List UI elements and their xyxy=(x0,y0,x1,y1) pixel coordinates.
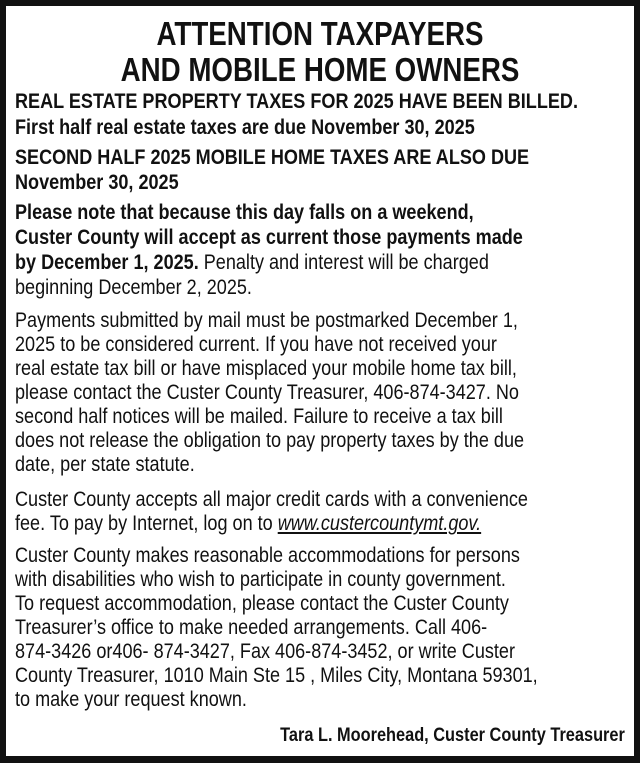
accommodation-line: Custer County makes reasonable accommodations for persons xyxy=(15,544,520,567)
weekend-note-1: Please note that because this day falls on a weekend, xyxy=(15,201,474,224)
credit-card-line-1: Custer County accepts all major credit cards with a convenience xyxy=(15,488,528,511)
headline-line-1: ATTENTION TAXPAYERS xyxy=(156,15,484,52)
mail-para-line: please contact the Custer County Treasurer, 406-874-3427. No xyxy=(15,381,519,404)
weekend-note-2: Custer County will accept as current those payments made xyxy=(15,226,523,249)
accommodation-line: to make your request known. xyxy=(15,688,247,711)
mail-para-line: 2025 to be considered current. If you have not received your xyxy=(15,333,497,356)
mobile-home-notice: SECOND HALF 2025 MOBILE HOME TAXES ARE ALSO DUE xyxy=(15,146,530,169)
credit-card-line-2 xyxy=(15,512,481,536)
deadline-date: by December 1, 2025. xyxy=(15,251,199,274)
accommodation-line: To request accommodation, please contact the Custer County xyxy=(15,592,509,615)
weekend-note-3 xyxy=(15,251,489,275)
tax-notice xyxy=(6,6,634,756)
internet-text: fee. To pay by Internet, log on to xyxy=(15,512,278,535)
mail-para-line: second half notices will be mailed. Failure to receive a tax bill xyxy=(15,405,503,428)
mobile-home-due: November 30, 2025 xyxy=(15,171,179,194)
county-website-link[interactable]: www.custercountymt.gov. xyxy=(277,512,482,535)
accommodation-line: County Treasurer, 1010 Main Ste 15 , Miles City, Montana 59301, xyxy=(15,664,538,687)
headline-line-2: AND MOBILE HOME OWNERS xyxy=(120,51,520,88)
mail-para-line: Payments submitted by mail must be postmarked December 1, xyxy=(15,309,518,332)
first-half-due: First half real estate taxes are due November 30, 2025 xyxy=(15,116,475,139)
billed-notice: REAL ESTATE PROPERTY TAXES FOR 2025 HAVE BEEN BILLED. xyxy=(15,90,578,113)
mail-para-line: real estate tax bill or have misplaced your mobile home tax bill, xyxy=(15,357,517,380)
mail-para-line: does not release the obligation to pay property taxes by the due xyxy=(15,429,525,452)
accommodation-line: with disabilities who wish to participate in county government. xyxy=(15,568,506,591)
accommodation-line: Treasurer’s office to make needed arrangements. Call 406- xyxy=(15,616,488,639)
penalty-text: Penalty and interest will be charged xyxy=(198,251,489,274)
mail-para-line: date, per state statute. xyxy=(15,453,195,476)
treasurer-signature: Tara L. Moorehead, Custer County Treasurer xyxy=(280,725,625,746)
accommodation-line: 874-3426 or406- 874-3427, Fax 406-874-3452, or write Custer xyxy=(15,640,515,663)
weekend-note-4: beginning December 2, 2025. xyxy=(15,276,252,299)
